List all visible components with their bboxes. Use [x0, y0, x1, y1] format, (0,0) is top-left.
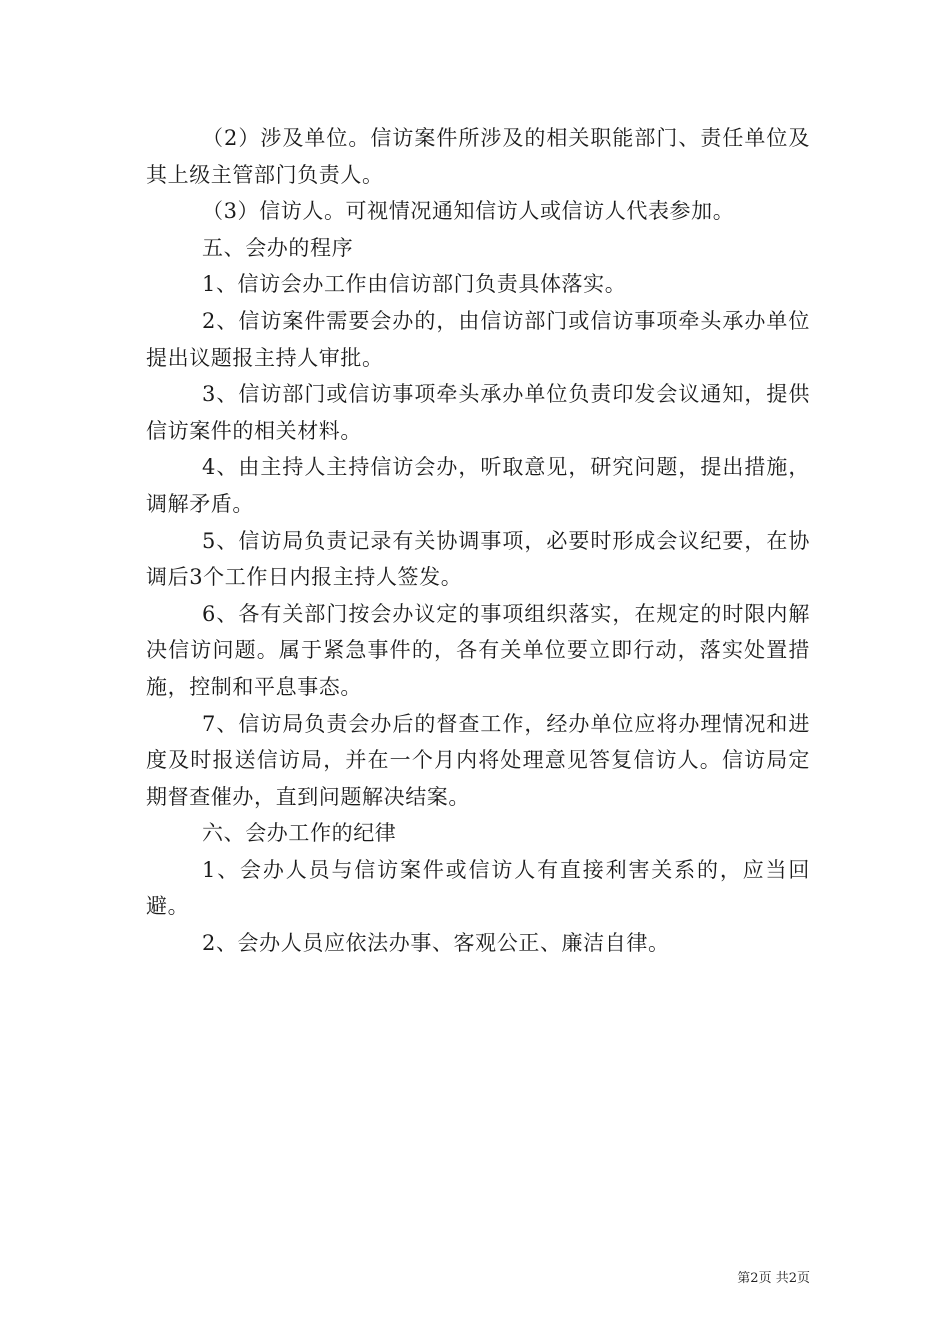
paragraph-procedure-5: 5、信访局负责记录有关协调事项，必要时形成会议纪要，在协调后3个工作日内报主持人签发。 — [146, 528, 810, 590]
paragraph-procedure-2: 2、信访案件需要会办的，由信访部门或信访事项牵头承办单位提出议题报主持人审批。 — [146, 308, 810, 370]
page-suffix: 页 — [796, 1271, 810, 1286]
paragraph-procedure-3: 3、信访部门或信访事项牵头承办单位负责印发会议通知，提供信访案件的相关材料。 — [146, 382, 810, 443]
page-prefix: 第 — [737, 1271, 751, 1286]
page-mid: 页 共 — [758, 1271, 789, 1286]
total-pages-number: 2 — [788, 1271, 797, 1286]
current-page-number: 2 — [750, 1271, 759, 1286]
paragraph-procedure-4: 4、由主持人主持信访会办，听取意见，研究问题，提出措施，调解矛盾。 — [146, 455, 810, 516]
paragraph-procedure-6: 6、各有关部门按会办议定的事项组织落实，在规定的时限内解决信访问题。属于紧急事件的，各有关单位要立即行动，落实处置措施，控制和平息事态。 — [146, 601, 810, 699]
paragraph-procedure-7: 7、信访局负责会办后的督查工作，经办单位应将办理情况和进度及时报送信访局，并在一个月内将处理意见答复信访人。信访局定期督查催办，直到问题解决结案。 — [146, 711, 810, 809]
page-number-footer — [737, 1271, 810, 1287]
section-heading-discipline: 六、会办工作的纪律 — [202, 821, 397, 846]
paragraph-petitioner: （3）信访人。可视情况通知信访人或信访人代表参加。 — [202, 199, 735, 224]
paragraph-discipline-1: 1、会办人员与信访案件或信访人有直接利害关系的，应当回避。 — [146, 857, 810, 919]
paragraph-discipline-2: 2、会办人员应依法办事、客观公正、廉洁自律。 — [202, 931, 670, 956]
paragraph-procedure-1: 1、信访会办工作由信访部门负责具体落实。 — [202, 272, 627, 297]
document-body — [146, 120, 810, 962]
section-heading-procedure: 五、会办的程序 — [202, 235, 354, 260]
paragraph-involved-units: （2）涉及单位。信访案件所涉及的相关职能部门、责任单位及其上级主管部门负责人。 — [146, 126, 810, 187]
